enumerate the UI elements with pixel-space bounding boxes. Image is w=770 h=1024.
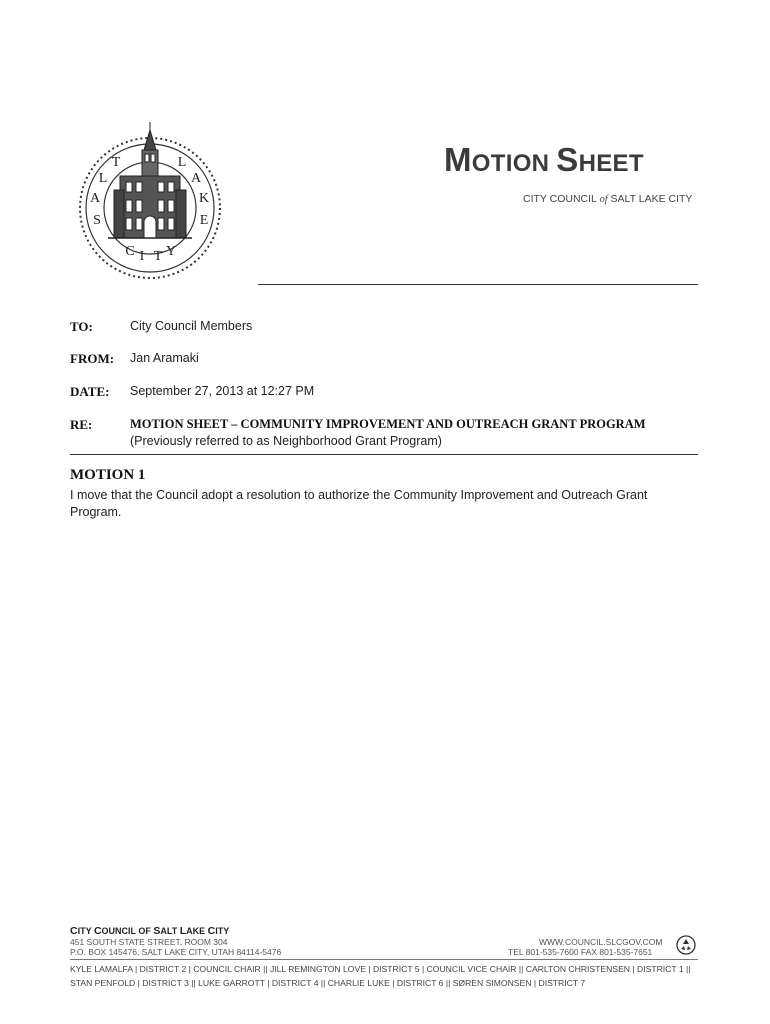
seal-letter: T	[153, 249, 163, 264]
seal-letter: K	[198, 191, 210, 206]
document-title: MOTION SHEET	[444, 141, 644, 178]
footer-org-name: CITY COUNCIL OF SALT LAKE CITY	[70, 925, 230, 937]
re-label: RE:	[70, 417, 93, 432]
seal-letter: A	[190, 171, 202, 186]
footer-address-line1: 451 SOUTH STATE STREET, ROOM 304	[70, 937, 228, 947]
city-hall-building-icon	[108, 122, 192, 238]
from-label: FROM:	[70, 351, 115, 366]
footer-website: WWW.COUNCIL.SLCGOV.COM	[539, 937, 663, 947]
motion-text: I move that the Council adopt a resolution to authorize the Community Improvement and Outreach Grant Program.	[70, 488, 648, 519]
seal-letter: E	[199, 213, 209, 228]
re-title: MOTION SHEET – COMMUNITY IMPROVEMENT AND OUTREACH GRANT PROGRAM	[130, 417, 646, 431]
to-value: City Council Members	[130, 319, 253, 333]
to-label: TO:	[70, 319, 93, 334]
seal-letter: L	[98, 171, 108, 186]
seal-letter: S	[93, 213, 101, 228]
footer-address-line2: P.O. BOX 145476, SALT LAKE CITY, UTAH 84114-5476	[70, 947, 282, 957]
seal-letter: Y	[165, 244, 177, 259]
date-value: September 27, 2013 at 12:27 PM	[130, 384, 315, 398]
seal-letter: I	[139, 249, 145, 264]
seal-letter: A	[89, 191, 101, 206]
re-subtitle: (Previously referred to as Neighborhood Grant Program)	[130, 434, 442, 448]
header-divider	[258, 284, 698, 285]
memo-divider	[70, 454, 698, 455]
seal-letter: T	[111, 155, 121, 170]
document-subtitle: CITY COUNCIL of SALT LAKE CITY	[523, 193, 693, 205]
motion-heading: MOTION 1	[70, 467, 146, 483]
recycle-icon	[676, 935, 696, 955]
seal-letter: C	[125, 244, 135, 259]
from-value: Jan Aramaki	[130, 351, 199, 365]
footer-council-members: KYLE LAMALFA | DISTRICT 2 | COUNCIL CHAIR || JILL REMINGTON LOVE | DISTRICT 5 | COUNCIL VICE CHAIR || CARLTON CHRISTENSEN | DISTRICT 1 || STAN PENFOLD | DISTRICT 3 || LUKE GARROTT | DISTRICT 4 || CHARLIE LUKE | DISTRICT 6 || SØREN SIMONSEN | DISTRICT 7	[70, 964, 691, 988]
city-seal-logo	[78, 120, 222, 286]
date-label: DATE:	[70, 384, 110, 399]
footer-divider	[70, 959, 698, 960]
footer-phone-fax: TEL 801-535-7600 FAX 801-535-7651	[508, 947, 653, 957]
seal-letter: L	[177, 155, 187, 170]
